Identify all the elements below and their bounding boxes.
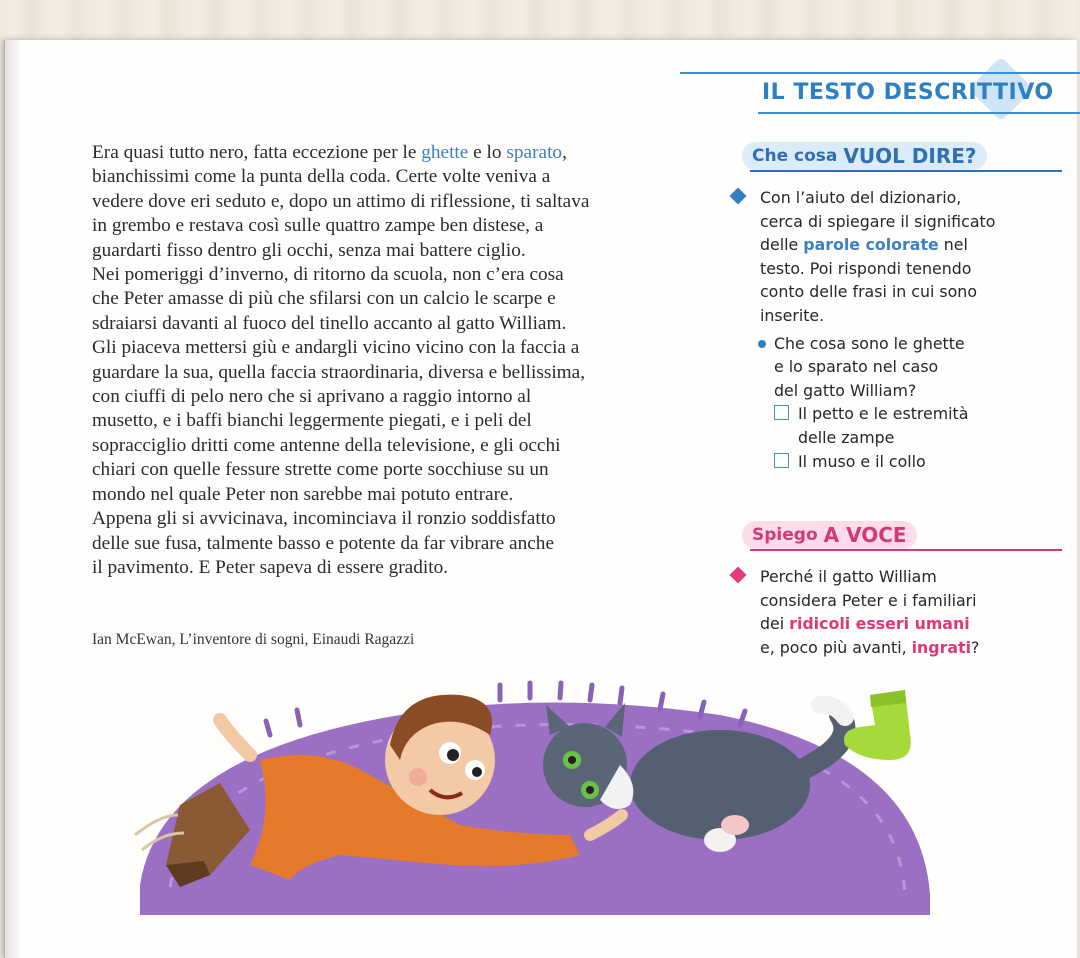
vuol-dire-title: Che cosa VUOL DIRE? [742,142,987,170]
answer-option-b[interactable]: Il muso e il collo [742,450,1062,474]
rug [140,703,930,916]
keyword-ridicoli-esseri-umani: ridicoli esseri umani [789,614,970,634]
passage-line: il pavimento. E Peter sapeva di essere gradito. [92,556,449,578]
passage-line: Era quasi tutto nero, fatta eccezione per le ghette e lo sparato, [92,142,567,163]
passage-line: guardare la sua, quella faccia straordinaria, diversa e bellissima, [92,361,586,383]
passage-line: sopracciglio dritti come antenne della televisione, e gli occhi [92,434,561,456]
passage-line: sdraiarsi davanti al fuoco del tinello accanto al gatto William. [92,312,567,334]
keyword-ghette: ghette [421,142,469,163]
spiego-question: Perché il gatto William considera Peter e i familiari dei ridicoli esseri umani e, poco più avanti, ingrati? [742,565,1062,659]
spiego-header [742,521,1062,551]
passage-line: mondo nel quale Peter non sarebbe mai potuto entrare. [92,483,514,505]
passage-line: in grembo e restava così sulle quattro zampe ben distese, a [92,215,544,237]
vuol-dire-instruction: Con l’aiuto del dizionario, cerca di spiegare il significato delle parole colorate nel testo. Poi rispondi tenendo conto delle frasi in cui sono inserite. [742,186,1062,328]
sidebar-exercises [742,142,1062,660]
passage-line: che Peter amasse di più che sfilarsi con un calcio le scarpe e [92,288,556,310]
passage-line: delle sue fusa, talmente basso e potente da far vibrare anche [92,532,555,554]
vuol-dire-header [742,142,1062,172]
dot-bullet-icon [758,340,766,348]
header-rule [680,72,760,74]
passage-line: bianchissimi come la punta della coda. Certe volte veniva a [92,166,551,188]
passage-line: Gli piaceva mettersi giù e andargli vicino vicino con la faccia a [92,337,580,359]
keyword-parole-colorate: parole colorate [803,235,939,255]
illustration-peter-and-cat [100,665,980,925]
passage-line: chiari con quelle fessure strette come porte socchiuse su un [92,459,549,481]
spiego-rule [750,549,1062,551]
checkbox-option-a[interactable] [774,405,789,420]
citation: Ian McEwan, L’inventore di sogni, Einaudi Ragazzi [92,631,415,648]
answer-option-a[interactable]: Il petto e le estremità delle zampe [742,402,1062,449]
section-title: IL TESTO DESCRITTIVO [762,80,1054,105]
page-fold-shadow [4,40,22,958]
keyword-ingrati: ingrati [911,637,972,657]
question: Che cosa sono le ghette e lo sparato nel caso del gatto William? [742,332,1062,403]
passage-line: Nei pomeriggi d’inverno, di ritorno da scuola, non c’era cosa [92,264,564,286]
passage-line: vedere dove eri seduto e, dopo un attimo di riflessione, ti saltava [92,190,590,212]
spiego-title: Spiego A VOCE [742,521,917,549]
story-passage [92,141,667,580]
passage-line: Appena gli si avvicinava, incominciava il ronzio soddisfatto [92,508,556,530]
keyword-sparato: sparato [506,142,563,163]
checkbox-option-b[interactable] [774,453,789,468]
vuol-dire-rule [750,170,1062,172]
passage-line: guardarti fisso dentro gli occhi, senza mai battere ciglio. [92,239,526,261]
passage-line: con ciuffi di pelo nero che si aprivano a raggio intorno al [92,386,532,408]
passage-line: musetto, e i baffi bianchi leggermente piegati, e i peli del [92,410,532,432]
